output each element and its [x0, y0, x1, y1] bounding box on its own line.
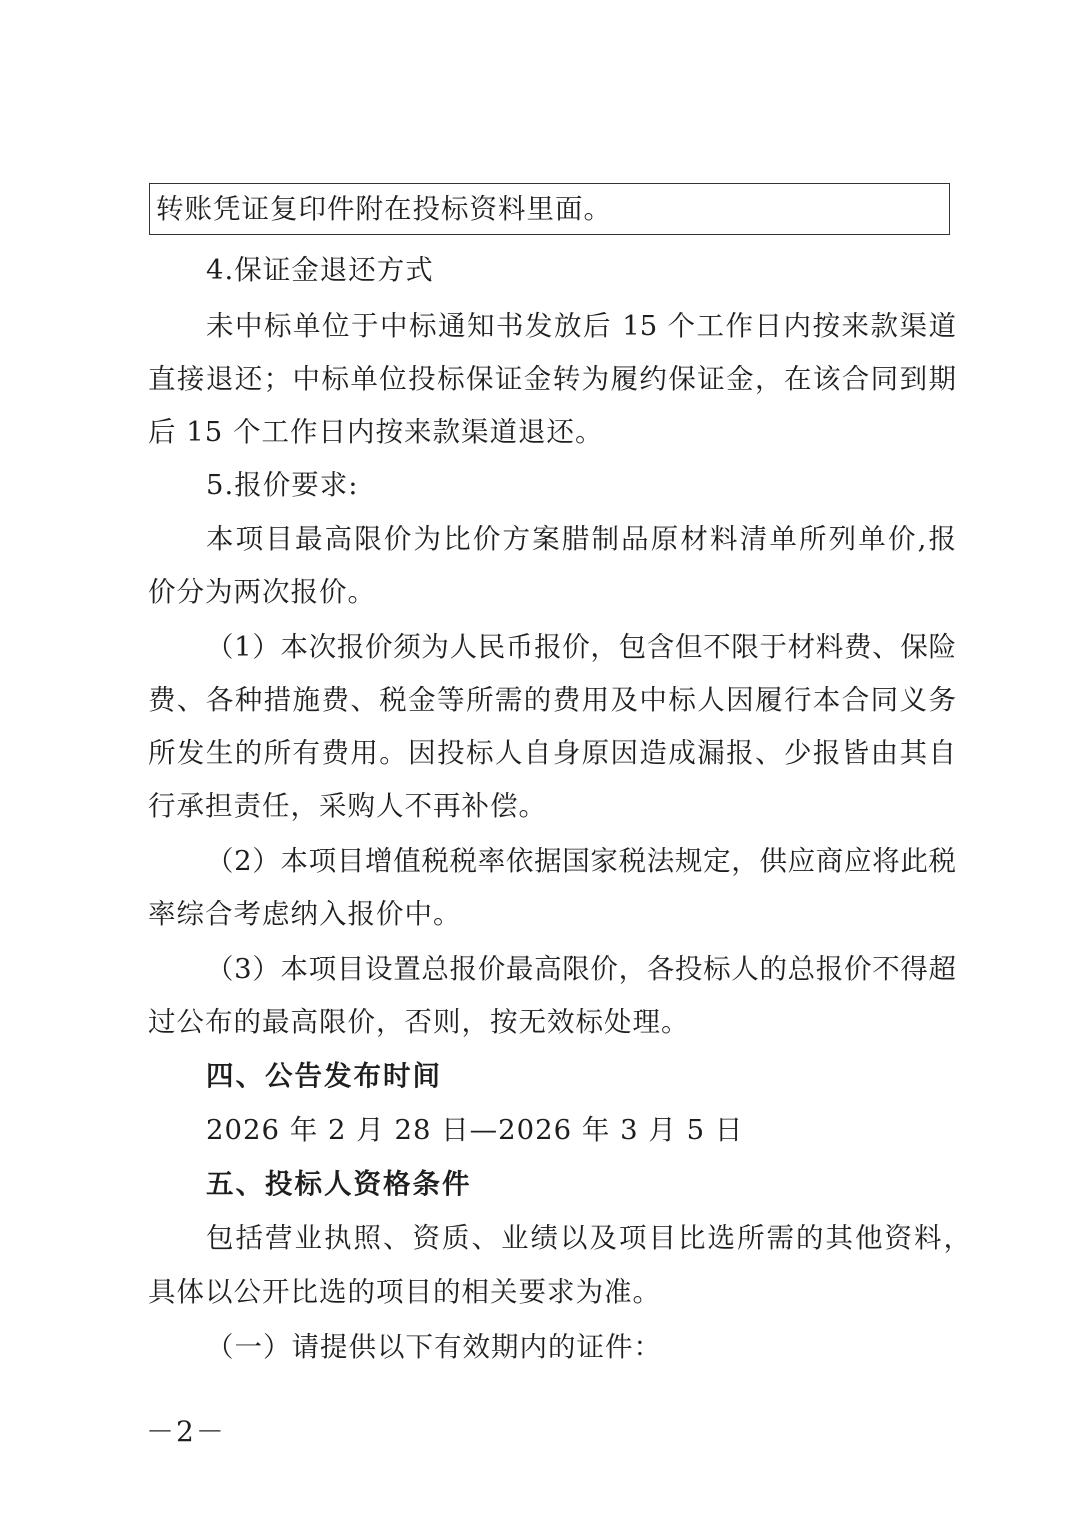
paragraph-line: 过公布的最高限价，否则，按无效标处理。: [148, 1006, 690, 1038]
paragraph-line: 直接退还；中标单位投标保证金转为履约保证金，在该合同到期: [148, 363, 956, 395]
announcement-date-range: 2026 年 2 月 28 日—2026 年 3 月 5 日: [206, 1114, 744, 1146]
paragraph-line: 价分为两次报价。: [148, 576, 376, 608]
section-heading-bidder-qualifications: 五、投标人资格条件: [206, 1168, 472, 1200]
paragraph-line: （1）本次报价须为人民币报价，包含但不限于材料费、保险: [206, 631, 956, 663]
paragraph-line: （2）本项目增值税税率依据国家税法规定，供应商应将此税: [206, 845, 956, 877]
paragraph-line: 率综合考虑纳入报价中。: [148, 898, 462, 930]
paragraph-line: 具体以公开比选的项目的相关要求为准。: [148, 1276, 661, 1308]
paragraph-line: 所发生的所有费用。因投标人自身原因造成漏报、少报皆由其自: [148, 737, 956, 769]
paragraph-line: 行承担责任，采购人不再补偿。: [148, 790, 547, 822]
sub-heading-certificates: （一）请提供以下有效期内的证件：: [206, 1331, 662, 1363]
paragraph-line: 未中标单位于中标通知书发放后 15 个工作日内按来款渠道: [206, 310, 956, 342]
paragraph-line: 后 15 个工作日内按来款渠道退还。: [148, 416, 604, 448]
paragraph-line: （3）本项目设置总报价最高限价，各投标人的总报价不得超: [206, 953, 956, 985]
page-number: －2－: [146, 1415, 226, 1448]
section-heading-announcement-time: 四、公告发布时间: [206, 1060, 442, 1092]
boxed-text: 转账凭证复印件附在投标资料里面。: [156, 193, 612, 225]
heading-quote-requirements: 5.报价要求:: [206, 469, 359, 501]
paragraph-line: 包括营业执照、资质、业绩以及项目比选所需的其他资料，: [206, 1222, 973, 1254]
boxed-text-frame: [149, 183, 950, 235]
paragraph-line: 本项目最高限价为比价方案腊制品原材料清单所列单价,报: [206, 523, 956, 555]
paragraph-line: 费、各种措施费、税金等所需的费用及中标人因履行本合同义务: [148, 684, 956, 716]
heading-deposit-refund: 4.保证金退还方式: [206, 254, 434, 286]
